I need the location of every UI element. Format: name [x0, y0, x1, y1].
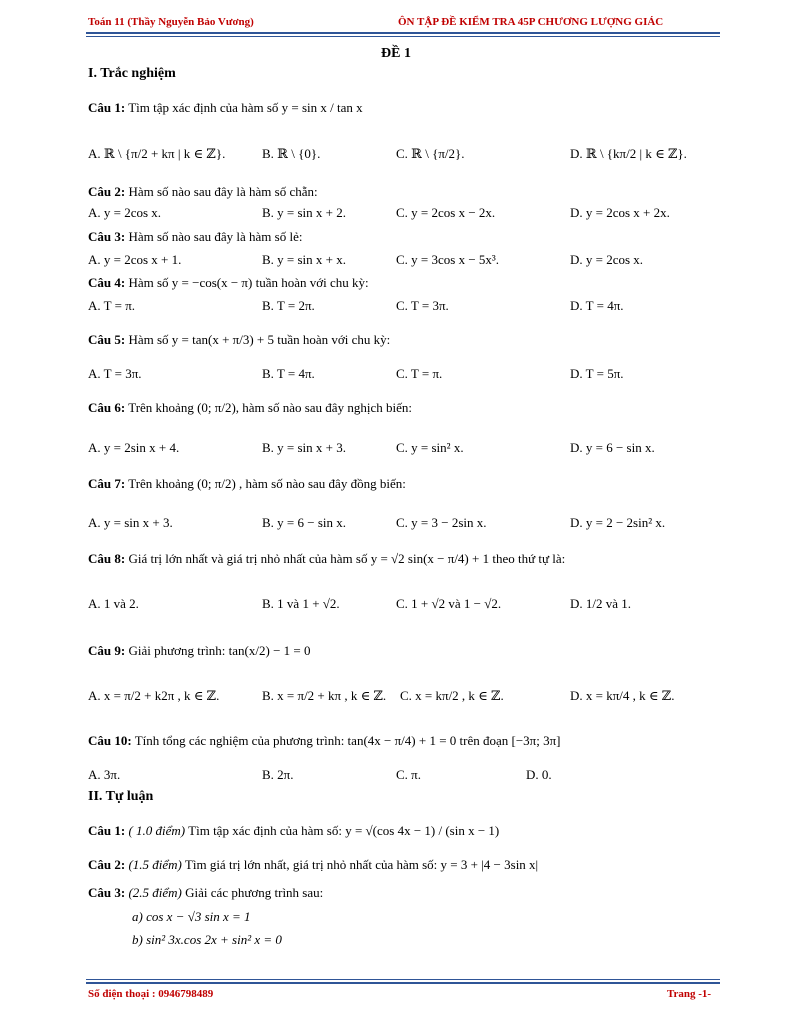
footer-rule	[86, 982, 720, 984]
essay-text: Giải các phương trình sau:	[185, 885, 324, 900]
question-label: Câu 9:	[88, 643, 126, 658]
question-text: Tìm tập xác định của hàm số y = sin x / tan x	[128, 100, 363, 115]
q4-option-c: C. T = 3π.	[396, 298, 449, 313]
question-text: Trên khoảng (0; π/2) , hàm số nào sau đây đồng biến:	[128, 476, 406, 491]
q1-option-a: A. ℝ \ {π/2 + kπ | k ∈ ℤ}.	[88, 146, 226, 161]
question-3	[88, 229, 302, 245]
question-1	[88, 100, 363, 116]
q3-option-a: A. y = 2cos x + 1.	[88, 252, 182, 267]
q8-option-d: D. 1/2 và 1.	[570, 596, 632, 611]
footer-phone: Số điện thoại : 0946798489	[88, 988, 214, 1000]
q5-option-a: A. T = 3π.	[88, 366, 142, 381]
header-rule-thin	[86, 36, 720, 37]
q9-option-d: D. x = kπ/4 , k ∈ ℤ.	[570, 688, 675, 703]
question-text: Giải phương trình: tan(x/2) − 1 = 0	[128, 643, 311, 658]
question-6	[88, 400, 412, 416]
essay-text: Tìm tập xác định của hàm số: y = √(cos 4x − 1) / (sin x − 1)	[188, 823, 500, 838]
header-right: ÔN TẬP ĐỀ KIỂM TRA 45P CHƯƠNG LƯỢNG GIÁC	[398, 16, 664, 28]
q2-option-d: D. y = 2cos x + 2x.	[570, 205, 670, 220]
q10-option-b: B. 2π.	[262, 767, 294, 782]
header-left: Toán 11 (Thầy Nguyễn Bảo Vương)	[88, 16, 254, 28]
q6-option-d: D. y = 6 − sin x.	[570, 440, 655, 455]
q10-option-d: D. 0.	[526, 767, 552, 782]
question-text: Giá trị lớn nhất và giá trị nhỏ nhất của hàm số y = √2 sin(x − π/4) + 1 theo thứ tự là:	[128, 551, 566, 566]
q10-option-c: C. π.	[396, 767, 421, 782]
q7-option-b: B. y = 6 − sin x.	[262, 515, 347, 530]
question-2	[88, 184, 318, 200]
q9-option-c: C. x = kπ/2 , k ∈ ℤ.	[400, 688, 504, 703]
question-text: Hàm số y = tan(x + π/3) + 5 tuần hoàn với chu kỳ:	[128, 332, 391, 347]
page-title: ĐỀ 1	[381, 46, 411, 61]
q8-option-b: B. 1 và 1 + √2.	[262, 596, 340, 611]
q10-option-a: A. 3π.	[88, 767, 121, 782]
q3-option-c: C. y = 3cos x − 5x³.	[396, 252, 500, 267]
question-9	[88, 643, 311, 659]
essay-2	[88, 857, 538, 873]
question-8	[88, 551, 565, 567]
q3-option-b: B. y = sin x + x.	[262, 252, 347, 267]
q2-option-c: C. y = 2cos x − 2x.	[396, 205, 496, 220]
question-4	[88, 275, 369, 291]
essay-3-part-b: b) sin² 3x.cos 2x + sin² x = 0	[132, 932, 282, 947]
q5-option-d: D. T = 5π.	[570, 366, 624, 381]
q4-option-d: D. T = 4π.	[570, 298, 624, 313]
q7-option-c: C. y = 3 − 2sin x.	[396, 515, 487, 530]
question-label: Câu 2:	[88, 184, 126, 199]
question-label: Câu 8:	[88, 551, 126, 566]
question-10	[88, 733, 560, 749]
footer-rule-thin	[86, 979, 720, 980]
q1-option-c: C. ℝ \ {π/2}.	[396, 146, 465, 161]
q2-option-a: A. y = 2cos x.	[88, 205, 162, 220]
question-label: Câu 1:	[88, 100, 126, 115]
question-label: Câu 5:	[88, 332, 126, 347]
q7-option-a: A. y = sin x + 3.	[88, 515, 173, 530]
q3-option-d: D. y = 2cos x.	[570, 252, 644, 267]
question-text: Trên khoảng (0; π/2), hàm số nào sau đây nghịch biến:	[128, 400, 412, 415]
essay-points: (1.5 điểm)	[128, 857, 182, 872]
essay-label: Câu 1:	[88, 823, 126, 838]
q6-option-a: A. y = 2sin x + 4.	[88, 440, 180, 455]
essay-text: Tìm giá trị lớn nhất, giá trị nhỏ nhất của hàm số: y = 3 + |4 − 3sin x|	[184, 857, 539, 872]
q8-option-a: A. 1 và 2.	[88, 596, 139, 611]
header-rule	[86, 32, 720, 34]
question-label: Câu 6:	[88, 400, 126, 415]
q8-option-c: C. 1 + √2 và 1 − √2.	[396, 596, 502, 611]
question-text: Hàm số y = −cos(x − π) tuần hoàn với chu kỳ:	[128, 275, 369, 290]
q5-option-b: B. T = 4π.	[262, 366, 315, 381]
question-label: Câu 3:	[88, 229, 126, 244]
q4-option-b: B. T = 2π.	[262, 298, 315, 313]
q2-option-b: B. y = sin x + 2.	[262, 205, 347, 220]
question-label: Câu 7:	[88, 476, 126, 491]
question-7	[88, 476, 406, 492]
essay-1	[88, 823, 499, 839]
q6-option-b: B. y = sin x + 3.	[262, 440, 347, 455]
essay-points: (2.5 điểm)	[128, 885, 182, 900]
question-text: Hàm số nào sau đây là hàm số lẻ:	[128, 229, 303, 244]
essay-points: ( 1.0 điểm)	[128, 823, 186, 838]
q1-option-b: B. ℝ \ {0}.	[262, 146, 321, 161]
question-text: Hàm số nào sau đây là hàm số chẵn:	[128, 184, 318, 199]
question-5	[88, 332, 390, 348]
essay-3	[88, 885, 323, 901]
q4-option-a: A. T = π.	[88, 298, 136, 313]
essay-label: Câu 2:	[88, 857, 126, 872]
q5-option-c: C. T = π.	[396, 366, 443, 381]
section-multiple-choice: I. Trắc nghiệm	[88, 66, 176, 81]
essay-3-part-a: a) cos x − √3 sin x = 1	[132, 909, 251, 924]
footer-page-number: Trang -1-	[667, 988, 712, 1000]
essay-label: Câu 3:	[88, 885, 126, 900]
question-label: Câu 4:	[88, 275, 126, 290]
q1-option-d: D. ℝ \ {kπ/2 | k ∈ ℤ}.	[570, 146, 687, 161]
q9-option-b: B. x = π/2 + kπ , k ∈ ℤ.	[262, 688, 387, 703]
question-label: Câu 10:	[88, 733, 132, 748]
q6-option-c: C. y = sin² x.	[396, 440, 464, 455]
q7-option-d: D. y = 2 − 2sin² x.	[570, 515, 666, 530]
section-essay: II. Tự luận	[88, 789, 154, 804]
question-text: Tính tổng các nghiệm của phương trình: tan(4x − π/4) + 1 = 0 trên đoạn [−3π; 3π]	[134, 733, 561, 748]
q9-option-a: A. x = π/2 + k2π , k ∈ ℤ.	[88, 688, 220, 703]
